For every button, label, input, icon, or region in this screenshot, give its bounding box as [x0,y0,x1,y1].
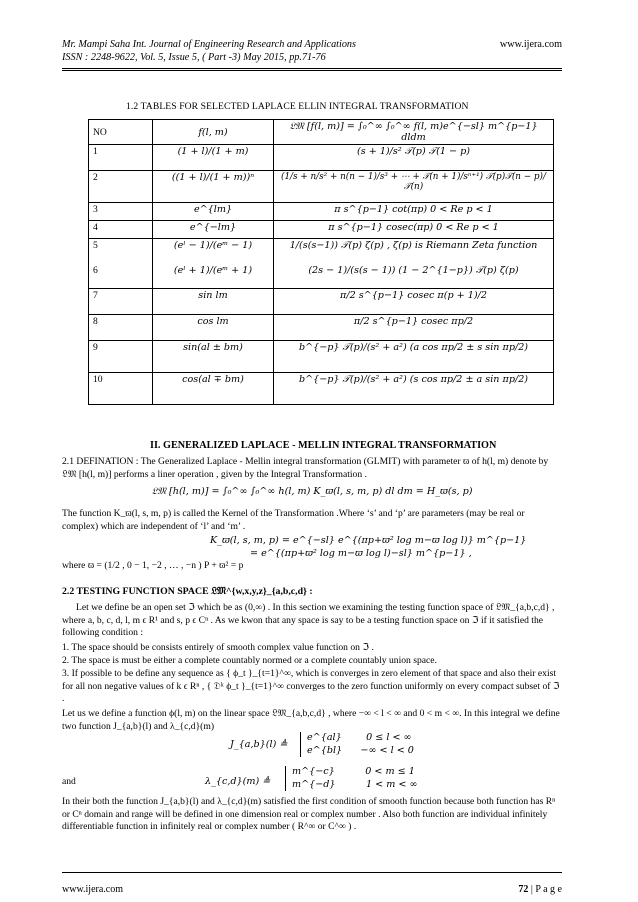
table-row [89,145,554,171]
subsection-heading: 2.2 TESTING FUNCTION SPACE 𝔏𝔐^{w,x,y,z}_{a,b,c,d} : [62,586,313,597]
row-f: e^{lm} [153,203,274,221]
running-header [62,38,562,64]
row-l: π s^{p−1} cot(πp) 0 < Re p < 1 [274,203,554,221]
header-rule-2 [62,70,562,71]
lambda-lhs: λ_{c,d}(m) ≜ [205,776,271,787]
page-footer [62,884,562,895]
row-l: π s^{p−1} cosec(πp) 0 < Re p < 1 [274,221,554,239]
row-no: 2 [89,171,153,203]
row-l: b^{−p} 𝒯(p)/(s² + a²) (s cos πp/2 ± a sin πp/2) [274,373,554,405]
col-f-header: f(l, m) [153,120,274,145]
section-heading: II. GENERALIZED LAPLACE - MELLIN INTEGRAL TRANSFORMATION [150,440,497,451]
row-l: (1/s + n/s² + n(n − 1)/s³ + ⋯ + 𝒯(n + 1)/sⁿ⁺¹) 𝒯(p)𝒯(n − p)/𝒯(n) [274,171,554,203]
lambda-case-1: m^{−c} 0 < m ≤ 1 [292,766,415,777]
row-no: 1 [89,145,153,171]
row-no-5: 5 [93,240,98,251]
definition-paragraph: 2.1 DEFINATION : The Generalized Laplace - Mellin integral transformation (GLMIT) with parameter ϖ of h(l, m) denote by 𝔏𝔐 [h(l, m)] performs a liner operation , given by the Integral Transformation . [62,456,549,480]
row-no-6: 6 [93,265,98,276]
row-l: π/2 s^{p−1} cosec π(p + 1)/2 [274,289,554,315]
page-number: 72 [518,884,529,895]
table-row [89,373,554,405]
row-no: 10 [89,373,153,405]
row-l-6: (2s − 1)/(s(s − 1)) (1 − 2^{1−p}) 𝒯(p) ζ(p) [308,265,519,276]
transform-equation: 𝔏𝔐 [h(l, m)] = ∫₀^∞ ∫₀^∞ h(l, m) K_ϖ(l, s, m, p) dl dm = H_ϖ(s, p) [151,486,473,497]
table-header-row [89,120,554,145]
row-f: e^{−lm} [153,221,274,239]
row-f: (1 + l)/(1 + m) [153,145,274,171]
kernel-equation: K_ϖ(l, s, m, p) = e^{−sl} e^{(πp+ϖ² log m−ϖ log l)} m^{p−1} [210,535,527,546]
function-definition-paragraph: Let us we define a function ϕ(l, m) on the linear space 𝔏𝔐_{a,b,c,d} , where −∞ < l < ∞ and 0 < m < ∞. In this integral we define two function J_{a,b}(l) and λ_{c,d}(m) [62,708,560,732]
col-l-header: 𝔏𝔐 [f(l, m)] = ∫₀^∞ ∫₀^∞ f(l, m)e^{−sl} m^{p−1} dldm [274,120,554,145]
kernel-equation-2: = e^{(πp+ϖ² log m−ϖ log l)−sl} m^{p−1} , [250,548,472,559]
kernel-paragraph: The function K_ϖ(l, s, m, p) is called the Kernel of the Transformation .Where ‘s’ and ‘p’ are parameters (may be real or complex) which are independent of ‘l’ and ‘m’ . [62,508,525,532]
col-no-header: NO [89,120,153,145]
row-no: 3 [89,203,153,221]
table-row [89,289,554,315]
footer-rule [62,872,562,873]
row-f: ((1 + l)/(1 + m))ⁿ [153,171,274,203]
row-f [153,239,274,289]
row-l [274,239,554,289]
row-no: 9 [89,341,153,373]
lambda-piecewise [285,766,492,791]
table-row [89,341,554,373]
row-f: sin lm [153,289,274,315]
table-row [89,239,554,289]
header-website[interactable]: www.ijera.com [499,39,562,50]
and-word: and [62,776,76,787]
table-row [89,315,554,341]
row-no: 7 [89,289,153,315]
row-l: b^{−p} 𝒯(p)/(s² + a²) (a cos πp/2 ± s sin πp/2) [274,341,554,373]
condition-1: 1. The space should be consists entirely of smooth complex value function on ℑ . [62,642,374,653]
laplace-mellin-table [88,119,554,405]
lambda-case-2: m^{−d} 1 < m < ∞ [292,778,418,790]
row-f-6: (eˡ + 1)/(eᵐ + 1) [173,265,253,276]
smooth-function-paragraph: In their both the function J_{a,b}(l) and λ_{c,d}(m) satisfied the first condition of smooth function because both function has Rⁿ or Cⁿ domain and range will be defined in one dimension real or complex number . Also both function are individual infinitely differentiable function in infinitely real or complex number ( R^∞ or C^∞ ) . [62,796,556,833]
header-issn: ISSN : 2248-9622, Vol. 5, Issue 5, ( Part -3) May 2015, pp.71-76 [62,52,326,63]
row-l-5: 1/(s(s−1)) 𝒯(p) ζ(p) , ζ(p) is Riemann Zeta function [289,240,538,251]
condition-2: 2. The space is must be either a complete countably normed or a complete countably union space. [62,655,437,666]
j-lhs: J_{a,b}(l) ≜ [230,739,288,750]
row-f: cos lm [153,315,274,341]
table-row [89,221,554,239]
header-rule [62,68,562,69]
row-l: π/2 s^{p−1} cosec πp/2 [274,315,554,341]
j-case-1: e^{al} 0 ≤ l < ∞ [307,732,412,743]
row-f: cos(al ∓ bm) [153,373,274,405]
header-journal: Mr. Mampi Saha Int. Journal of Engineering Research and Applications [62,39,356,50]
testing-space-paragraph: Let we define be an open set ℑ which be as (0,∞) . In this section we examining the testing function space of 𝔏𝔐_{a,b,c,d} , where a, b, c, d, l, m ϵ R¹ and s, p ϵ Cⁿ . As we kwon that any space is say to be a testing function space on ℑ if it satisfied the following condition : [62,602,555,639]
j-case-2: e^{bl} −∞ < l < 0 [307,744,414,756]
table-title: 1.2 TABLES FOR SELECTED LAPLACE ELLIN INTEGRAL TRANSFORMATION [126,101,469,112]
table-row [89,203,554,221]
row-no [89,239,153,289]
row-f-5: (eˡ − 1)/(eᵐ − 1) [173,240,253,251]
row-l: (s + 1)/s² 𝒯(p) 𝒯(1 − p) [274,145,554,171]
condition-3: 3. If possible to be define any sequence as { ϕ_t }_{t=1}^∞, which is converges in zero element of that space and also their exist for all non negative values of k ϵ Rⁿ , { 𝔇ᵏ ϕ_t }_{t=1}^∞ converges to the zero function uniformly on every compact subset of ℑ . [62,668,560,705]
j-piecewise [300,732,507,757]
footer-page [518,884,562,895]
footer-website[interactable]: www.ijera.com [62,884,123,895]
row-no: 4 [89,221,153,239]
row-no: 8 [89,315,153,341]
table-row [89,171,554,203]
parameter-definition: where ϖ = (1/2 , 0 − 1, −2 , … , −n ) P + ϖ² = p [62,560,244,571]
page-suffix: | P a g e [528,884,562,895]
row-f: sin(al ± bm) [153,341,274,373]
